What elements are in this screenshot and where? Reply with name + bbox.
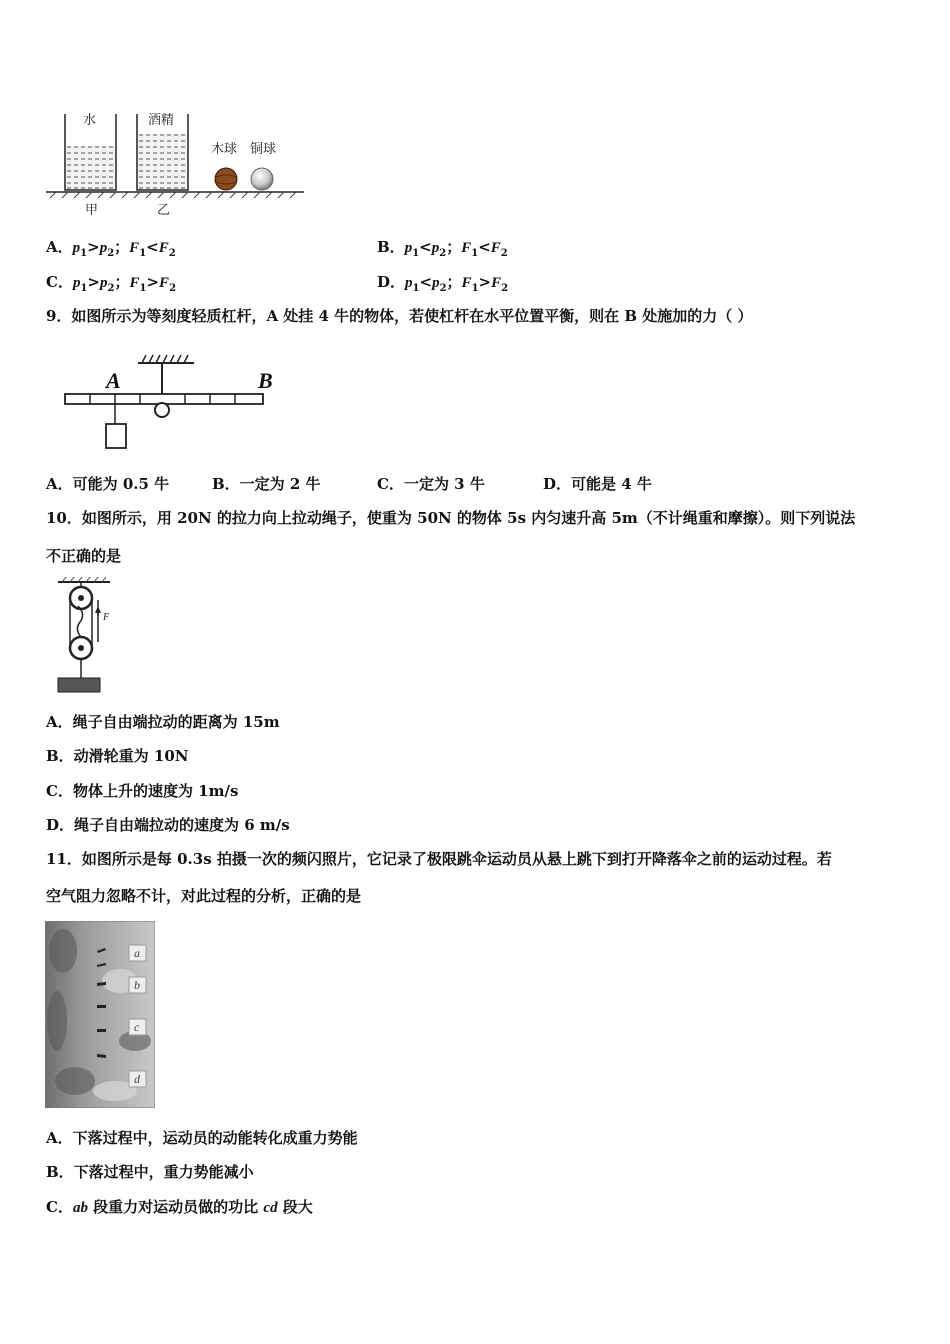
q10-stem-line1: 10．如图所示，用 20N 的拉力向上拉动绳子，使重为 50N 的物体 5s 内匀速升高 5m（不计绳重和摩擦）。则下列说法 (46, 509, 856, 527)
segment-cd: cd (263, 1200, 278, 1216)
option-letter: B． (377, 238, 405, 256)
q9-option-a[interactable]: A．可能为 0.5 牛 (46, 475, 170, 493)
f-relation: > (146, 273, 160, 291)
q9-option-c[interactable]: C．一定为 3 牛 (377, 475, 485, 493)
p-relation: < (419, 238, 432, 256)
force-arrow-icon (95, 606, 101, 613)
option-letter: C． (46, 1198, 73, 1216)
q11-option-a[interactable]: A．下落过程中，运动员的动能转化成重力势能 (46, 1129, 358, 1147)
option-letter: A． (46, 238, 73, 256)
q9-option-d[interactable]: D．可能是 4 牛 (543, 475, 652, 493)
p-relation: > (87, 238, 100, 256)
q10-stem-line2: 不正确的是 (46, 547, 122, 565)
marker-d: d (134, 1072, 140, 1086)
lever-label-b: B (258, 368, 273, 393)
q11-option-c[interactable] (46, 1196, 313, 1217)
option-letter: C． (46, 273, 73, 291)
p-relation: > (87, 273, 100, 291)
q10-pulley-figure (52, 576, 124, 698)
f-relation: > (478, 273, 492, 291)
q11-stem-line2: 空气阻力忽略不计，对此过程的分析，正确的是 (46, 887, 362, 905)
p-relation: < (419, 273, 433, 291)
q9-option-b[interactable]: B．一定为 2 牛 (212, 475, 321, 493)
pivot-icon (155, 403, 169, 417)
wood-ball (215, 168, 237, 190)
q11-strobe-photo (45, 921, 155, 1108)
segment-ab: ab (72, 1200, 88, 1216)
marker-c: c (134, 1020, 140, 1034)
q9-lever-figure (60, 350, 284, 454)
q10-option-b[interactable]: B．动滑轮重为 10N (46, 747, 189, 765)
q8-option-a[interactable]: A．$p_1>p_2$；$F_1<F_2$ (46, 238, 176, 259)
copper-ball (251, 168, 273, 190)
q8-figure (46, 100, 308, 220)
label-water: 水 (83, 113, 97, 128)
q11-option-b[interactable]: B．下落过程中，重力势能减小 (46, 1163, 254, 1181)
label-copper-ball: 铜球 (250, 142, 277, 157)
option-text: 段大 (277, 1198, 313, 1216)
q8-option-c[interactable]: C．$p_1>p_2$；$F_1>F_2$ (46, 273, 177, 294)
label-alcohol: 酒精 (148, 113, 175, 128)
f-relation: < (146, 238, 159, 256)
f-relation: < (478, 238, 491, 256)
q8-option-b[interactable]: B．$p_1<p_2$；$F_1<F_2$ (377, 238, 508, 259)
q10-option-c[interactable]: C．物体上升的速度为 1m/s (46, 782, 239, 800)
option-letter: D． (377, 273, 406, 291)
q11-stem-line1: 11．如图所示是每 0.3s 拍摄一次的频闪照片，它记录了极限跳伞运动员从悬上跳下到打开降落伞之前的运动过程。若 (46, 850, 832, 868)
label-wood-ball: 木球 (211, 142, 238, 157)
marker-a: a (134, 946, 140, 960)
load-block (58, 678, 100, 692)
q8-option-d[interactable]: D．$p_1<p_2$；$F_1>F_2$ (377, 273, 509, 294)
option-text: 段重力对运动员做的功比 (87, 1198, 264, 1216)
label-force-f: F (103, 612, 110, 623)
label-yi: 乙 (157, 203, 171, 218)
marker-b: b (134, 978, 140, 992)
label-jia: 甲 (85, 203, 99, 218)
hanging-weight (106, 424, 126, 448)
q10-option-a[interactable]: A．绳子自由端拉动的距离为 15m (46, 713, 280, 731)
q10-option-d[interactable]: D．绳子自由端拉动的速度为 6 m/s (46, 816, 290, 834)
q9-stem: 9．如图所示为等刻度轻质杠杆，A 处挂 4 牛的物体，若使杠杆在水平位置平衡，则在 B 处施加的力（ ） (46, 307, 753, 325)
lever-label-a: A (106, 368, 121, 393)
